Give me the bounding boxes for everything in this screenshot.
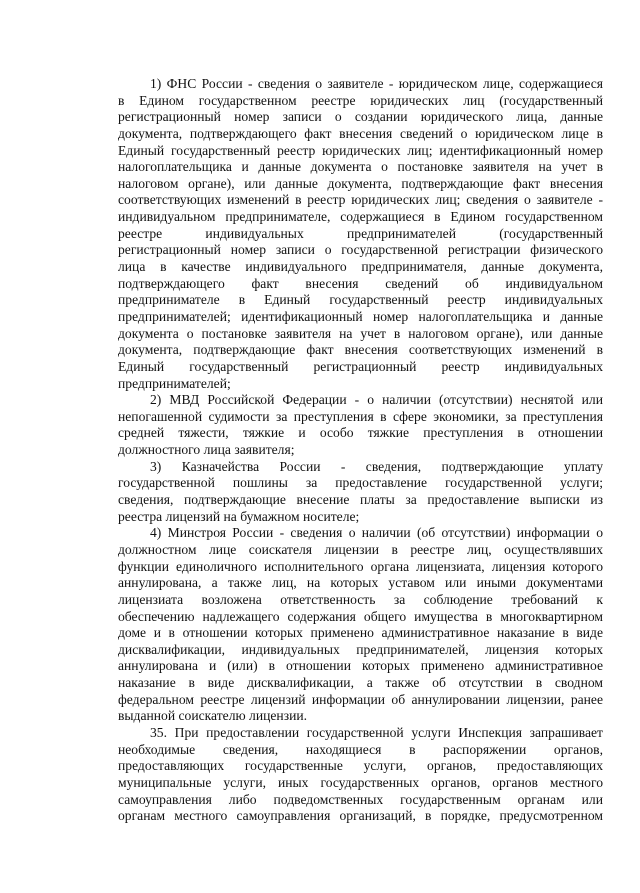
text-line: Единый государственный реестр юридических лиц; идентификационный номер bbox=[118, 142, 603, 158]
text-line: 3) Казначейства России - сведения, подтверждающие уплату bbox=[150, 458, 603, 474]
text-line: органам местного самоуправления организаций, в порядке, предусмотренном bbox=[118, 808, 603, 824]
paragraph bbox=[118, 459, 603, 526]
text-line: подтверждающего факт внесения сведений об индивидуальном bbox=[118, 275, 603, 291]
text-line: непогашенной судимости за преступления в сфере экономики, за преступления bbox=[118, 408, 603, 424]
document-body bbox=[118, 76, 603, 825]
text-line: 4) Минстроя России - сведения о наличии (об отсутствии) информации о bbox=[150, 525, 603, 541]
text-line: самоуправления либо подведомственных государственным органам или bbox=[118, 791, 603, 807]
text-line: предоставляющих государственные услуги, органов, предоставляющих bbox=[118, 758, 603, 774]
text-line: аннулирована, а также лиц, на которых уставом или иными документами bbox=[118, 575, 603, 591]
paragraph bbox=[118, 76, 603, 392]
text-line: должностном лице соискателя лицензии в реестре лиц, осуществлявших bbox=[118, 541, 603, 557]
text-line: регистрационный номер записи о государственной регистрации физического bbox=[118, 242, 603, 258]
paragraph bbox=[118, 392, 603, 459]
text-line: документа, подтверждающие факт внесения соответствующих изменений в bbox=[118, 342, 603, 358]
text-line: Единый государственный регистрационный реестр индивидуальных bbox=[118, 358, 603, 374]
text-line: документа, подтверждающего факт внесения сведений о юридическом лице в bbox=[118, 125, 603, 141]
text-line: регистрационный номер записи о создании юридического лица, данные bbox=[118, 109, 603, 125]
text-line: 1) ФНС России - сведения о заявителе - юридическом лице, содержащиеся bbox=[150, 76, 603, 91]
text-line: должностного лица заявителя; bbox=[118, 442, 295, 458]
text-line: функции единоличного исполнительного органа лицензиата, лицензия которого bbox=[118, 558, 603, 574]
text-line: необходимые сведения, находящиеся в распоряжении органов, bbox=[118, 741, 603, 757]
text-line: предпринимателей; идентификационный номер налогоплательщика и данные bbox=[118, 308, 603, 324]
paragraph bbox=[118, 725, 603, 825]
text-line: лицензиата возложена ответственность за соблюдение требований к bbox=[118, 591, 603, 607]
paragraph bbox=[118, 525, 603, 725]
text-line: муниципальные услуги, иных государственных органов, органов местного bbox=[118, 774, 603, 790]
text-line: документа о постановке заявителя на учет в налоговом органе), или данные bbox=[118, 325, 603, 341]
text-line: сведения, подтверждающие внесение платы за предоставление выписки из bbox=[118, 492, 603, 508]
text-line: доме и в отношении которых применено административное наказание в виде bbox=[118, 625, 603, 641]
text-line: индивидуальном предпринимателе, содержащиеся в Едином государственном bbox=[118, 209, 603, 225]
text-line: выданной соискателю лицензии. bbox=[118, 708, 308, 724]
text-line: 35. При предоставлении государственной услуги Инспекция запрашивает bbox=[150, 724, 603, 740]
text-line: наказание в виде дисквалификации, а также об отсутствии в сводном bbox=[118, 675, 603, 691]
text-line: предпринимателе в Единый государственный реестр индивидуальных bbox=[118, 292, 603, 308]
text-line: реестре индивидуальных предпринимателей (государственный bbox=[118, 225, 603, 241]
text-line: федеральном реестре лицензий информации об аннулировании лицензии, ранее bbox=[118, 691, 603, 707]
text-line: налогоплательщика и данные документа о постановке заявителя на учет в bbox=[118, 159, 603, 175]
text-line: государственной пошлины за предоставление государственной услуги; bbox=[118, 475, 603, 491]
text-line: аннулирована и (или) в отношении которых применено административное bbox=[118, 658, 603, 674]
text-line: обеспечению надлежащего содержания общего имущества в многоквартирном bbox=[118, 608, 603, 624]
text-line: реестра лицензий на бумажном носителе; bbox=[118, 508, 360, 524]
text-line: в Едином государственном реестре юридических лиц (государственный bbox=[118, 92, 603, 108]
text-line: предпринимателей; bbox=[118, 375, 231, 391]
text-line: налоговом органе), или данные документа, подтверждающие факт внесения bbox=[118, 175, 603, 191]
text-line: средней тяжести, тяжкие и особо тяжкие преступления в отношении bbox=[118, 425, 603, 441]
text-line: соответствующих изменений в реестр юридических лиц; сведения о заявителе - bbox=[118, 192, 603, 208]
text-line: дисквалификации, индивидуальных предпринимателей, лицензия которых bbox=[118, 641, 603, 657]
text-line: 2) МВД Российской Федерации - о наличии (отсутствии) неснятой или bbox=[150, 392, 603, 408]
text-line: лица в качестве индивидуального предпринимателя, данные документа, bbox=[118, 259, 603, 275]
